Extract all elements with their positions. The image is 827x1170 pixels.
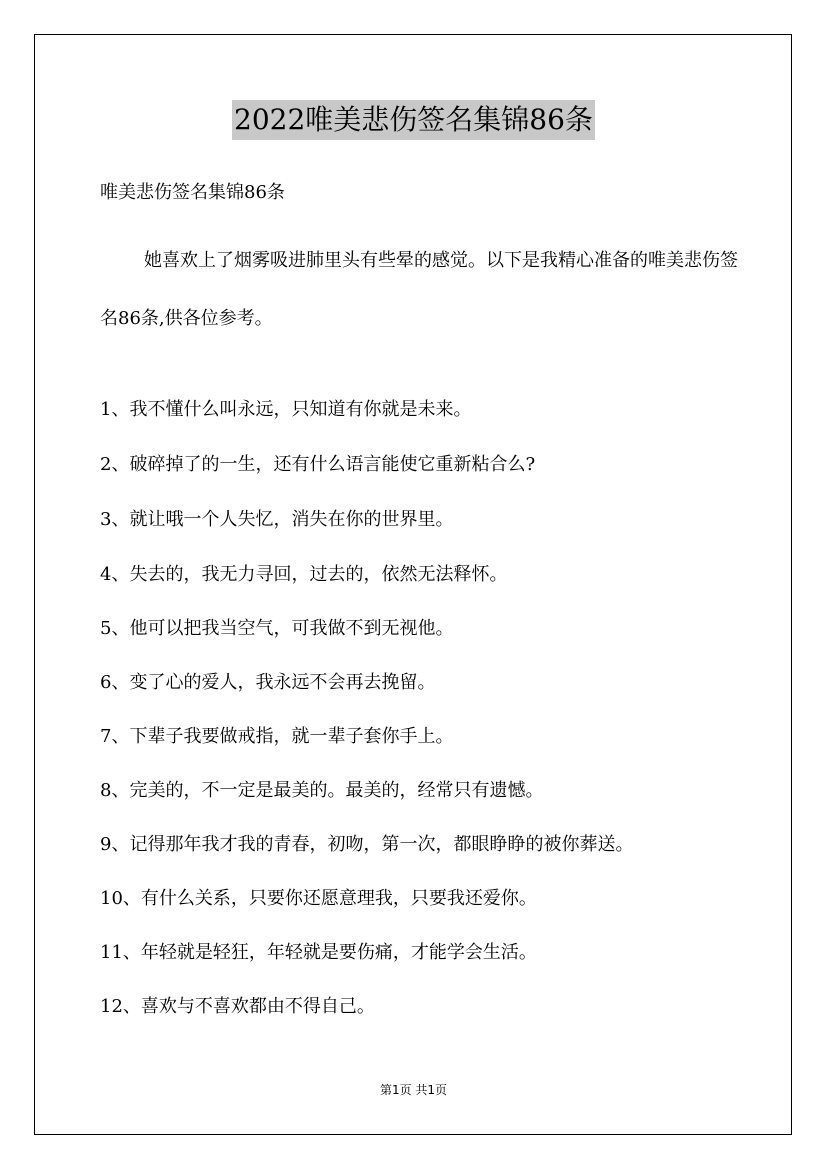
list-item: 6、变了心的爱人，我永远不会再去挽留。 — [100, 672, 436, 693]
list-item: 12、喜欢与不喜欢都由不得自己。 — [100, 996, 375, 1017]
list-item: 7、下辈子我要做戒指，就一辈子套你手上。 — [100, 726, 454, 747]
page-footer: 第1页 共1页 — [379, 1083, 448, 1097]
intro-paragraph: 她喜欢上了烟雾吸进肺里头有些晕的感觉。以下是我精心准备的唯美悲伤签名86条,供各位参考。 — [100, 250, 738, 329]
list-item: 2、破碎掉了的一生，还有什么语言能使它重新粘合么? — [100, 454, 536, 475]
list-item: 3、就让哦一个人失忆，消失在你的世界里。 — [100, 509, 454, 530]
list-item: 9、记得那年我才我的青春，初吻，第一次，都眼睁睁的被你葬送。 — [100, 834, 634, 855]
list-item: 10、有什么关系，只要你还愿意理我，只要我还爱你。 — [100, 888, 537, 909]
list-item: 1、我不懂什么叫永远，只知道有你就是未来。 — [100, 399, 472, 420]
document-subtitle: 唯美悲伤签名集锦86条 — [100, 182, 285, 203]
list-item: 8、完美的，不一定是最美的。最美的，经常只有遗憾。 — [100, 780, 544, 801]
title-container — [0, 100, 827, 140]
list-item: 11、年轻就是轻狂，年轻就是要伤痛，才能学会生活。 — [100, 942, 537, 963]
list-item: 4、失去的，我无力寻回，过去的，依然无法释怀。 — [100, 564, 508, 585]
document-title: 2022唯美悲伤签名集锦86条 — [232, 100, 595, 140]
list-item: 5、他可以把我当空气，可我做不到无视他。 — [100, 618, 454, 639]
